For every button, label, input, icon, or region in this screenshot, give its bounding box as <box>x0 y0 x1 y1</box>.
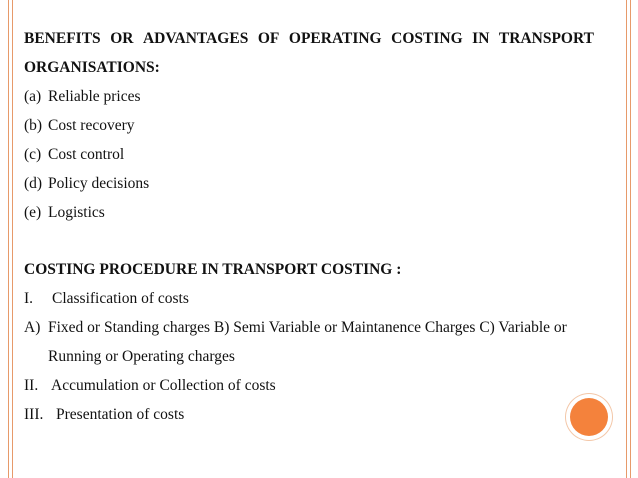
step-label: I. <box>24 290 34 307</box>
heading-word: IN <box>472 30 490 47</box>
item-text: Reliable prices <box>48 88 141 105</box>
item-label: (d) <box>24 175 43 192</box>
benefit-item <box>24 143 594 172</box>
heading-word: OF <box>257 30 280 47</box>
step-label: III. <box>24 406 44 423</box>
benefit-item <box>24 114 594 143</box>
step-text: Presentation of costs <box>56 406 185 423</box>
item-label: (b) <box>24 117 43 134</box>
right-border-decoration <box>626 0 631 478</box>
step-label: II. <box>24 377 39 394</box>
benefits-heading-line2: ORGANISATIONS: <box>24 59 160 76</box>
heading-word: OPERATING <box>288 30 382 47</box>
heading-word: ADVANTAGES <box>142 30 249 47</box>
procedure-heading: COSTING PROCEDURE IN TRANSPORT COSTING : <box>24 261 402 278</box>
procedure-step <box>24 374 594 403</box>
procedure-step <box>24 403 594 432</box>
heading-word: BENEFITS <box>24 30 101 47</box>
section-spacer <box>24 230 594 258</box>
item-label: (c) <box>24 146 42 163</box>
item-text: Cost recovery <box>48 117 135 134</box>
cost-types-text: Fixed or Standing charges B) Semi Variable or Maintanence Charges C) Variable or <box>48 319 567 336</box>
benefit-item <box>24 201 594 230</box>
step-text: Accumulation or Collection of costs <box>51 377 276 394</box>
heading-word: OR <box>110 30 134 47</box>
benefit-item <box>24 172 594 201</box>
step-text: Classification of costs <box>52 290 189 307</box>
step-label: A) <box>24 319 41 336</box>
item-text: Policy decisions <box>48 175 150 192</box>
benefits-heading-line1 <box>24 27 594 56</box>
item-text: Cost control <box>48 146 125 163</box>
left-border-decoration <box>8 0 13 478</box>
heading-word: COSTING <box>391 30 463 47</box>
slide-content <box>24 27 594 432</box>
heading-word: TRANSPORT <box>498 30 594 47</box>
item-label: (e) <box>24 204 42 221</box>
procedure-step <box>24 287 594 316</box>
cost-types-line-continued: Running or Operating charges <box>48 348 235 365</box>
item-label: (a) <box>24 88 42 105</box>
benefit-item <box>24 85 594 114</box>
cost-types-line <box>24 316 594 345</box>
item-text: Logistics <box>48 204 105 221</box>
